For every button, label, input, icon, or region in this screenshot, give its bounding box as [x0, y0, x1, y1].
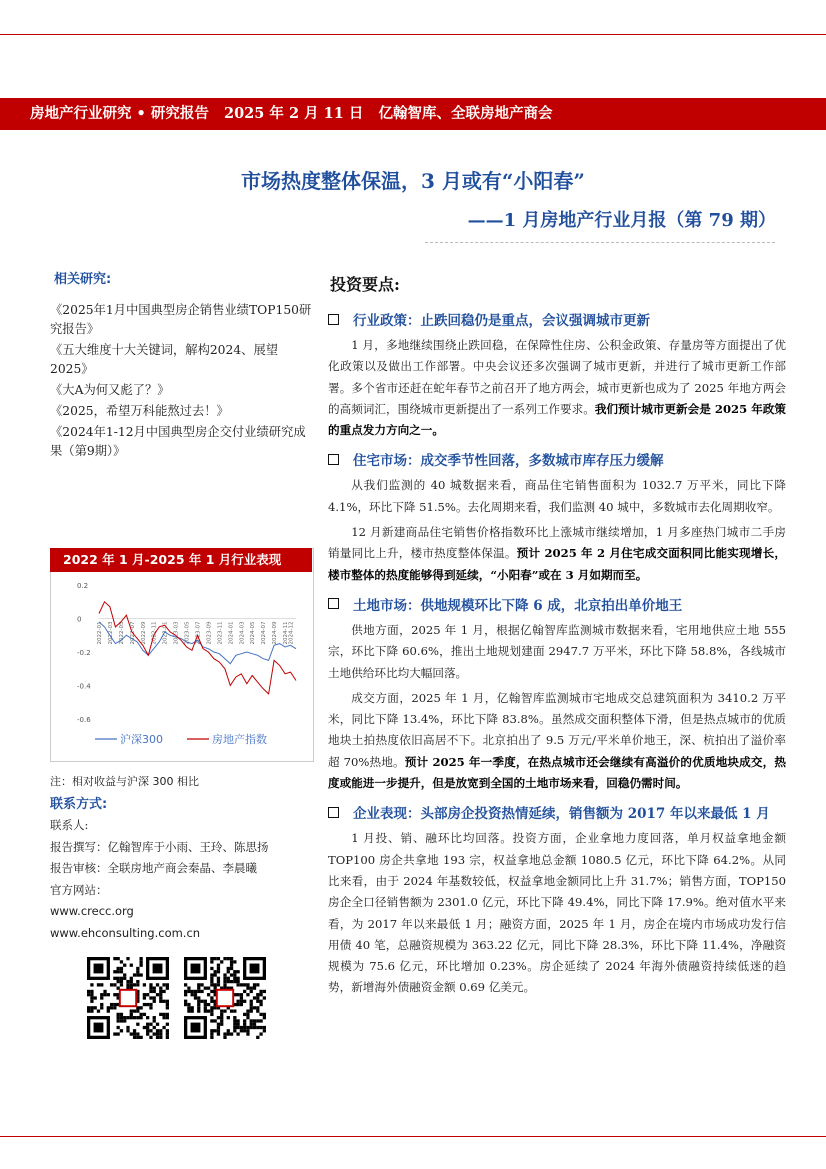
related-research-item[interactable]: 《2024年1-12月中国典型房企交付业绩研究成果（第9期）》 — [50, 425, 306, 458]
top-rule — [0, 34, 826, 35]
legend-label: 房地产指数 — [212, 733, 267, 746]
checkbox-bullet-icon — [328, 807, 339, 818]
header-banner-text: 房地产行业研究 • 研究报告 2025 年 2 月 11 日 亿翰智库、全联房地产商会 — [30, 105, 553, 122]
section-heading — [328, 802, 786, 822]
x-tick-label: 2022-03 — [107, 621, 114, 645]
contact-line: 联系人: — [50, 818, 89, 832]
paragraph-text: 成交方面，2025 年 1 月，亿翰智库监测城市宅地成交总建筑面积为 3410.2 万平米，同比下降 13.4%，环比下降 83.8%。虽然成交面积整体下滑，但是热点城市的优质地块土拍热度依旧高居不下。北京拍出了 9.5 万元/平米单价地王，深、杭拍出了溢价率超 70%热地。 — [328, 690, 786, 769]
section-title: 企业表现：头部房企投资热情延续，销售额为 2017 年以来最低 1 月 — [353, 806, 770, 823]
x-tick-label: 2024-09 — [272, 621, 279, 645]
section-paragraph — [328, 688, 786, 794]
x-tick-label: 2024-01 — [228, 621, 235, 645]
paragraph-text: 从我们监测的 40 城数据来看，商品住宅销售面积为 1032.7 万平米，同比下降 4.1%，环比下降 51.5%。去化周期来看，我们监测 40 城中，多数城市去化周期收窄。 — [328, 478, 786, 514]
report-subtitle: ——1 月房地产行业月报（第 79 期） — [467, 210, 776, 231]
y-tick-label: 0 — [77, 615, 82, 624]
x-tick-label: 2023-03 — [173, 621, 180, 645]
paragraph-text: 12 月新建商品住宅销售价格指数环比上涨城市继续增加，1 月多座热门城市二手房销量同比上升，楼市热度整体保温。 — [328, 525, 786, 561]
section-paragraph — [328, 620, 786, 684]
website-link-ehconsulting[interactable]: www.ehconsulting.com.cn — [50, 925, 201, 940]
chart-svg — [51, 549, 313, 761]
x-tick-label: 2023-05 — [184, 621, 191, 645]
section-title: 土地市场：供地规模环比下降 6 成，北京拍出单价地王 — [353, 597, 683, 614]
paragraph-emphasis: 我们预计城市更新会是 2025 年政策的重点发力方向之一。 — [328, 401, 786, 438]
y-tick-label: -0.4 — [77, 682, 91, 691]
checkbox-bullet-icon — [328, 454, 339, 465]
qr-code-image — [87, 957, 169, 1039]
related-research-item[interactable]: 《大A为何又彪了？》 — [50, 383, 170, 397]
paragraph-text: 供地方面，2025 年 1 月，根据亿翰智库监测城市数据来看，宅用地供应土地 555 宗，环比下降 60.6%，推出土地规划建面 2947.7 万平米，环比下降 58.8%，各线城市土地供给环比均大幅回落。 — [328, 622, 786, 680]
checkbox-bullet-icon — [328, 314, 339, 325]
section-paragraph — [328, 335, 786, 441]
y-tick-label: 0.2 — [77, 582, 89, 590]
contact-line: 报告审核：全联房地产商会秦晶、李晨曦 — [50, 861, 257, 876]
y-tick-label: -0.2 — [77, 649, 91, 657]
section-paragraph — [328, 522, 786, 586]
x-tick-label: 2023-11 — [217, 621, 224, 645]
section-heading — [328, 449, 786, 469]
section-title: 住宅市场：成交季节性回落，多数城市库存压力缓解 — [353, 453, 664, 470]
contact-line: 官方网站： — [50, 882, 108, 897]
x-tick-label: 2022-01 — [97, 621, 103, 645]
bottom-rule — [0, 1136, 826, 1137]
highlight-sections — [328, 309, 786, 999]
related-research-heading: 相关研究: — [54, 272, 112, 287]
x-tick-label: 2022-09 — [140, 621, 147, 645]
paragraph-emphasis: 预计 2025 年 2 月住宅成交面积同比能实现增长，楼市整体的热度能够得到延续，“小阳春”或在 3 月如期而至。 — [328, 546, 786, 582]
x-tick-label: 2024-12 — [288, 621, 295, 645]
title-divider — [425, 242, 775, 243]
website-link-crecc[interactable]: www.crecc.org — [50, 904, 134, 919]
x-tick-label: 2023-09 — [206, 621, 213, 645]
x-tick-label: 2023-07 — [195, 621, 202, 645]
x-tick-label: 2022-07 — [129, 621, 136, 645]
related-research-item[interactable]: 《五大维度十大关键词，解构2024、展望2025》 — [50, 343, 279, 376]
x-tick-label: 2022-05 — [118, 621, 125, 645]
x-tick-label: 2023-01 — [162, 621, 169, 645]
x-tick-label: 2024-03 — [239, 621, 246, 645]
chart-title: 2022 年 1 月-2025 年 1 月行业表现 — [50, 548, 312, 572]
contact-block — [50, 815, 269, 945]
series-line — [99, 602, 296, 694]
x-tick-label: 2024-07 — [261, 621, 268, 645]
industry-performance-chart — [50, 548, 314, 762]
sidebar — [50, 262, 312, 463]
section-paragraph — [328, 475, 786, 518]
related-research-item[interactable]: 《2025，希望万科能熬过去！》 — [50, 404, 229, 418]
related-research-item[interactable]: 《2025年1月中国典型房企销售业绩TOP150研究报告》 — [50, 303, 312, 336]
paragraph-emphasis: 预计 2025 年一季度，在热点城市还会继续有高溢价的优质地块成交，热度或能进一步提升，但是放宽到全国的土地市场来看，回稳仍需时间。 — [328, 754, 786, 791]
section-heading — [328, 594, 786, 614]
qr-code-image — [184, 957, 266, 1039]
section-title: 行业政策：止跌回稳仍是重点，会议强调城市更新 — [353, 313, 650, 329]
paragraph-text: 1 月投、销、融环比均回落。投资方面，企业拿地力度回落，单月权益拿地金额 TOP100 房企共拿地 193 宗，权益拿地总金额 1080.5 亿元，环比下降 64.2%。从同比来看，由于 2024 年基数较低，权益拿地金额同比上升 31.7%；销售方面，TOP150 房企全口径销售额为 2301.0 亿元，环比下降 49.4%，同比下降 17.9%。绝对值水平来看，为 2017 年以来最低 1 月；融资方面，2025 年 1 月，房企在境内市场成功发行信用债 40 笔，总融资规模为 363.22 亿元，同比下降 28.3%，环比下降 11.4%，净融资规模为 75.6 亿元，环比增加 0.23%。房企延续了 2024 年海外债融资持续低迷的趋势，新增海外债融资金额 0.69 亿美元。 — [328, 831, 786, 995]
investment-highlights — [328, 272, 786, 1003]
paragraph-text: 1 月，多地继续围绕止跌回稳，在保障性住房、公积金政策、存量房等方面提出了优化政策以及做出工作部署。中央会议还多次强调了城市更新，并进行了城市更新工作部署。多个省市还赶在蛇年春节之前召开了地方两会，城市更新也成为了 2025 年地方两会的高频词汇，围绕城市更新提出了一系列工作要求。 — [328, 338, 786, 416]
section-heading — [328, 309, 786, 329]
x-tick-label: 2022-11 — [151, 621, 158, 645]
chart-note: 注：相对收益与沪深 300 相比 — [50, 775, 199, 788]
contact-line: 报告撰写：亿翰智库于小雨、王玲、陈思扬 — [50, 839, 269, 854]
related-research-list — [50, 301, 312, 461]
checkbox-bullet-icon — [328, 598, 339, 609]
header-banner — [0, 98, 826, 130]
legend-label: 沪深300 — [120, 733, 163, 746]
section-paragraph — [328, 828, 786, 998]
investment-highlights-heading: 投资要点: — [330, 275, 400, 294]
contact-heading: 联系方式: — [50, 797, 108, 812]
report-title: 市场热度整体保温，3 月或有“小阳春” — [241, 169, 585, 193]
x-tick-label: 2024-05 — [250, 621, 257, 645]
y-tick-label: -0.6 — [77, 716, 91, 724]
x-tick-label: 2024-11 — [283, 621, 290, 645]
